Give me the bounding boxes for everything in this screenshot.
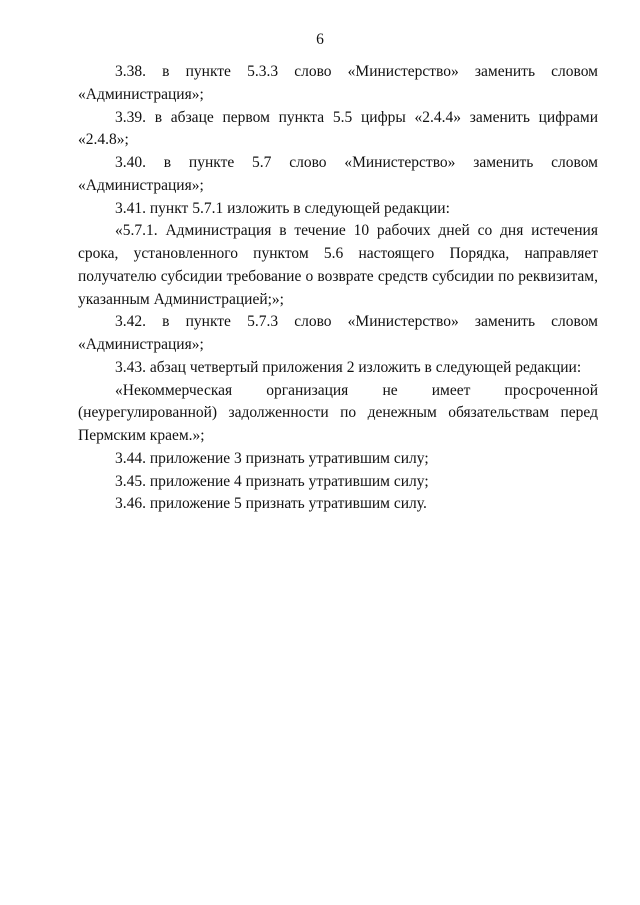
item-3-41: 3.41. пункт 5.7.1 изложить в следующей редакции: xyxy=(115,199,450,217)
item-3-40-line-2: «Администрация»; xyxy=(78,176,204,194)
item-3-45: 3.45. приложение 4 признать утратившим силу; xyxy=(115,472,429,490)
item-3-40-line-1: 3.40. в пункте 5.7 слово «Министерство» заменить словом xyxy=(115,154,598,171)
item-3-42-line-1: 3.42. в пункте 5.7.3 слово «Министерство» заменить словом xyxy=(115,313,598,331)
item-3-44: 3.44. приложение 3 признать утратившим силу; xyxy=(115,449,429,467)
item-3-43: 3.43. абзац четвертый приложения 2 изложить в следующей редакции: xyxy=(115,358,582,376)
item-3-39-line-2: «2.4.8»; xyxy=(78,131,129,149)
quoted-paragraph-5-7-1: «5.7.1. Администрация в течение 10 рабочих дней со дня истечения срока, установленного пунктом 5.6 настоящего Порядка, направляет получателю субсидии требование о возврате средств субсидии по реквизитам, указанным Администрацией;»; xyxy=(78,222,598,308)
item-3-46: 3.46. приложение 5 признать утратившим силу. xyxy=(115,495,427,513)
item-3-42-line-2: «Администрация»; xyxy=(78,336,204,353)
page-number: 6 xyxy=(316,31,324,48)
item-3-38-line-1: 3.38. в пункте 5.3.3 слово «Министерство» заменить словом xyxy=(115,63,598,80)
quoted-paragraph-appendix-2: «Некоммерческая организация не имеет просроченной (неурегулированной) задолженности по денежным обязательствам перед Пермским краем.»; xyxy=(78,381,598,444)
item-3-39-line-1: 3.39. в абзаце первом пункта 5.5 цифры «2.4.4» заменить цифрами xyxy=(115,108,598,126)
document-body xyxy=(78,61,598,516)
item-3-38-line-2: «Администрация»; xyxy=(78,85,204,103)
